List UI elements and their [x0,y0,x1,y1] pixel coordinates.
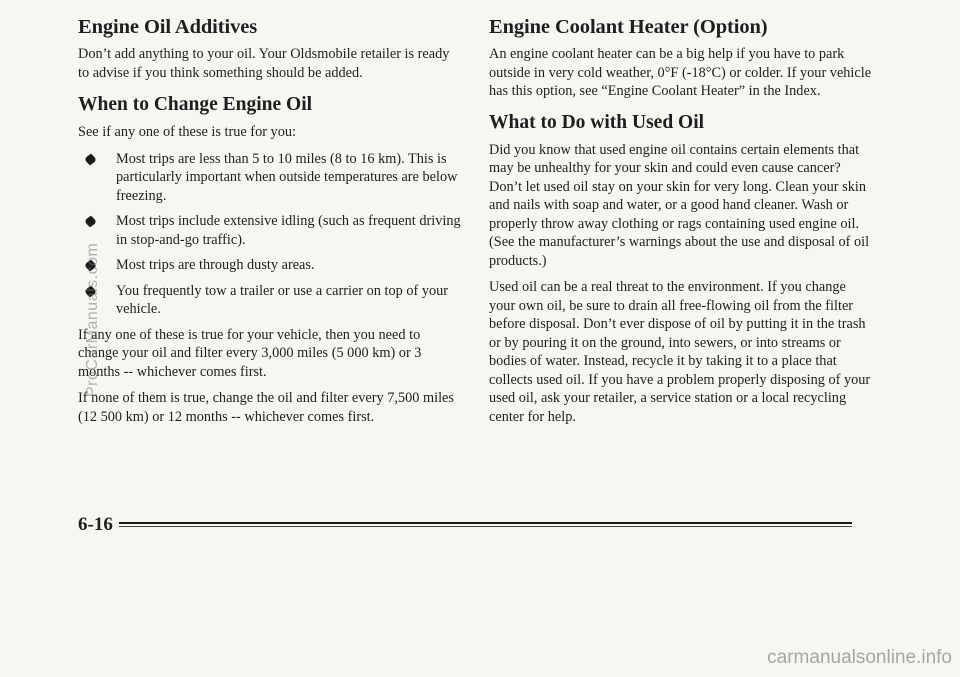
used-oil-environment-paragraph: Used oil can be a real threat to the environment. If you change your own oil, be sure to drain all free-flowing oil from the filter before disposal. Don’t ever dispose of oil by putting it in the trash or by pouring it on the ground, into sewers, or into streams or bodies of water. Instead, recycle it by taking it to a place that collects used oil. If you have a problem properly disposing of your used oil, ask your retailer, a service station or a local recycling center for help. [489,279,871,425]
oil-change-interval-severe: If any one of these is true for your vehicle, then you need to change your oil and filter every 3,000 miles (5 000 km) or 3 months -- whichever comes first. [78,326,422,380]
oil-change-interval-normal: If none of them is true, change the oil and filter every 7,500 miles (12 500 km) or 12 months -- whichever comes first. [78,390,454,425]
engine-oil-additives-heading: Engine Oil Additives [78,16,258,38]
list-item-text: Most trips include extensive idling (such as frequent driving in stop-and-go traffic). [116,213,461,248]
engine-coolant-heater-paragraph: An engine coolant heater can be a big help if you have to park outside in very cold weather, 0°F (-18°C) or colder. If your vehicle has this option, see “Engine Coolant Heater” in the Index. [489,46,872,99]
when-to-change-oil-heading: When to Change Engine Oil [78,94,313,115]
list-item [78,282,463,319]
list-item [78,212,463,249]
left-column [78,16,463,434]
list-item [78,256,463,275]
bullet-icon [84,216,98,228]
used-oil-health-paragraph: Did you know that used engine oil contains certain elements that may be unhealthy for your skin and could even cause cancer? Don’t let used oil stay on your skin for very long. Clean your skin and nails with soap and water, or a good hand cleaner. Wash or properly throw away clothing or rags containing used engine oil. (See the manufacturer’s warnings about the use and disposal of oil products.) [489,141,870,269]
bullet-icon [84,153,98,165]
list-item-text: Most trips are less than 5 to 10 miles (8 to 16 km). This is particularly important when outside temperatures are below freezing. [116,150,458,204]
engine-oil-additives-paragraph: Don’t add anything to your oil. Your Oldsmobile retailer is ready to advise if you think something should be added. [78,46,450,81]
list-item-text: Most trips are through dusty areas. [116,257,315,273]
when-to-change-oil-intro: See if any one of these is true for you: [78,124,296,140]
footer-rule [119,522,852,528]
bottom-watermark: carmanualsonline.info [767,647,952,668]
engine-coolant-heater-heading: Engine Coolant Heater (Option) [489,16,768,38]
list-item-text: You frequently tow a trailer or use a carrier on top of your vehicle. [116,282,449,317]
page-footer [78,513,852,537]
side-watermark: ProCarManuals.com [84,242,101,397]
page-number: 6-16 [78,514,113,535]
used-oil-heading: What to Do with Used Oil [489,111,705,133]
right-column [489,16,874,434]
list-item [78,150,463,206]
oil-change-conditions-list [78,150,463,319]
